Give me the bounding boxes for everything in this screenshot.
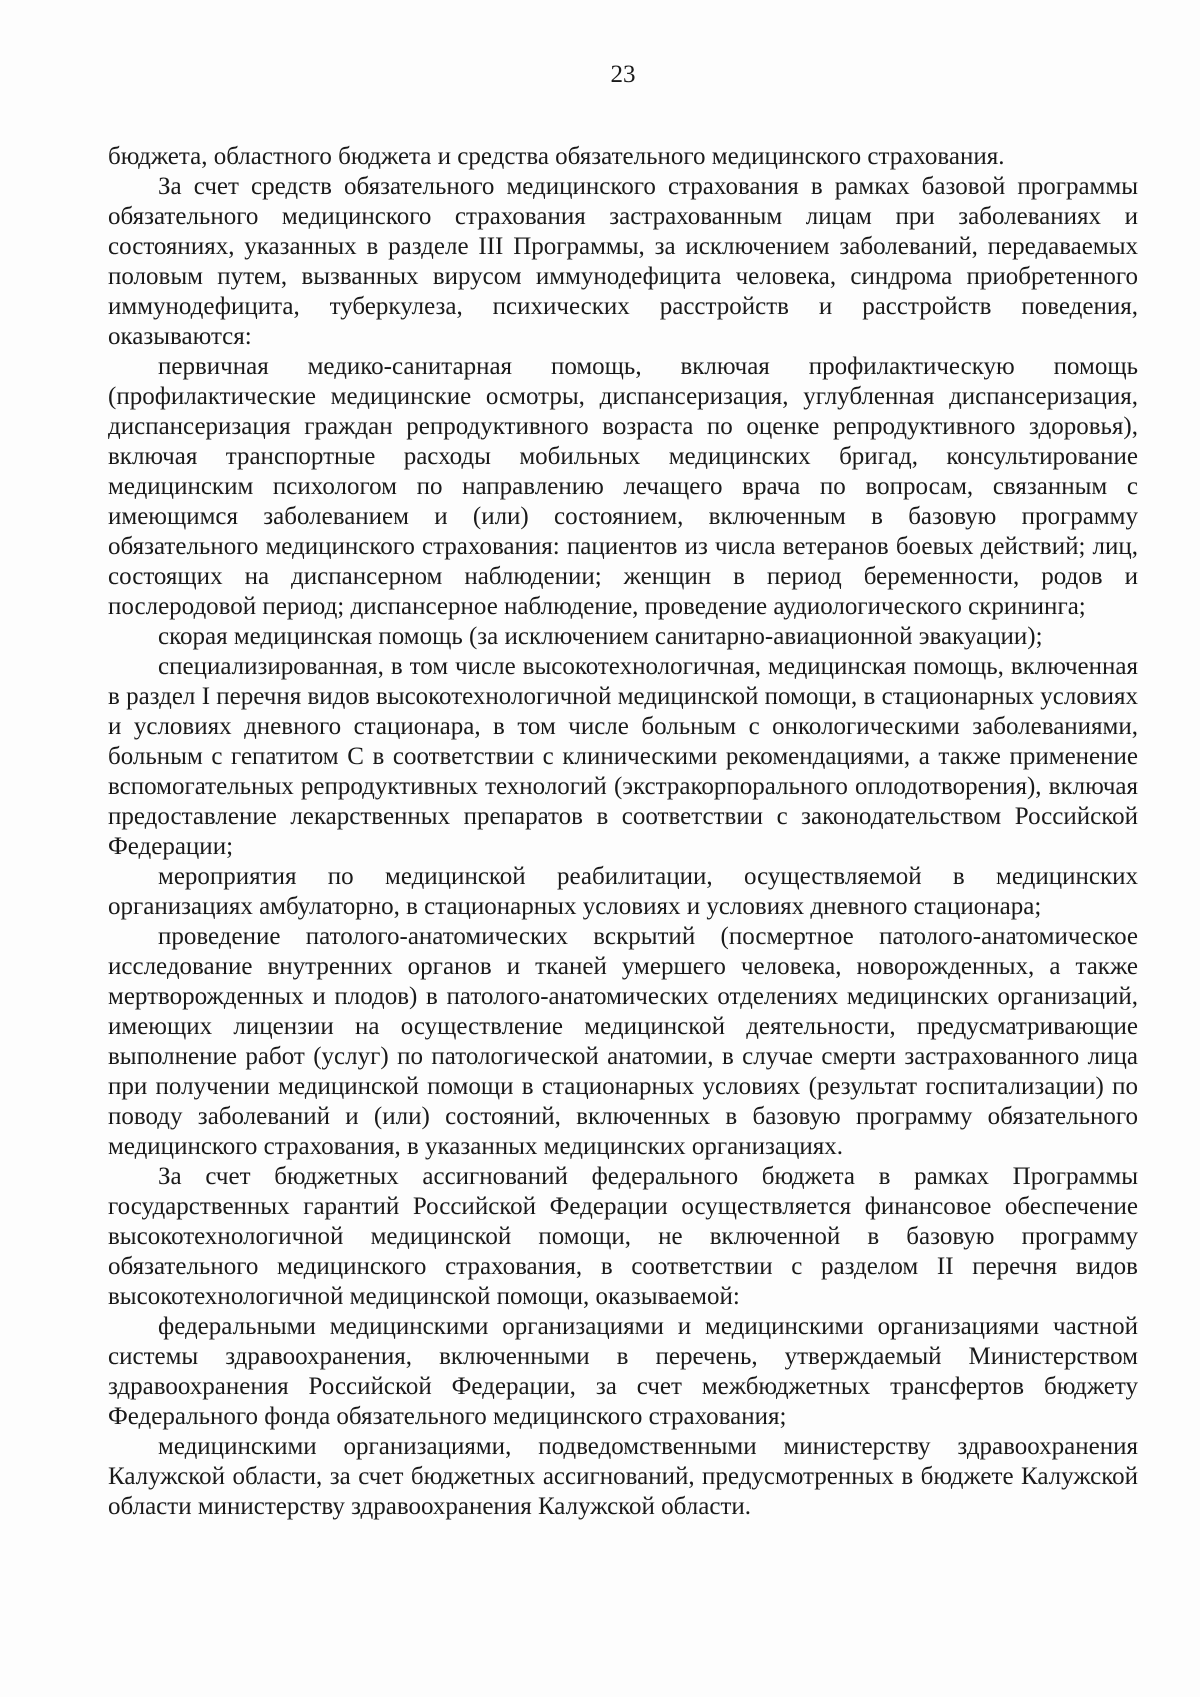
paragraph-rehabilitation: мероприятия по медицинской реабилитации, осуществляемой в медицинских организациях амбулаторно, в стационарных условиях и условиях дневного стационара; bbox=[108, 863, 1138, 920]
document-body bbox=[108, 142, 1138, 1522]
paragraph-autopsies: проведение патолого-анатомических вскрытий (посмертное патолого-анатомическое исследование внутренних органов и тканей умершего человека, новорожденных, а также мертворожденных и плодов) в патолого-анатомических отделениях медицинских организаций, имеющих лицензии на осуществление медицинской деятельности, предусматривающие выполнение работ (услуг) по патологической анатомии, в случае смерти застрахованного лица при получении медицинской помощи в стационарных условиях (результат госпитализации) по поводу заболеваний и (или) состояний, включенных в базовую программу обязательного медицинского страхования, в указанных медицинских организациях. bbox=[108, 923, 1138, 1160]
paragraph-emergency-care: скорая медицинская помощь (за исключением санитарно-авиационной эвакуации); bbox=[158, 623, 1043, 650]
paragraph-federal-organizations: федеральными медицинскими организациями и медицинскими организациями частной системы здравоохранения, включенными в перечень, утверждаемый Министерством здравоохранения Российской Федерации, за счет межбюджетных трансфертов бюджету Федерального фонда обязательного медицинского страхования; bbox=[108, 1313, 1138, 1430]
paragraph-regional-organizations: медицинскими организациями, подведомственными министерству здравоохранения Калужской области, за счет бюджетных ассигнований, предусмотренных в бюджете Калужской области министерству здравоохранения Калужской области. bbox=[108, 1433, 1138, 1520]
paragraph-federal-budget: За счет бюджетных ассигнований федерального бюджета в рамках Программы государственных гарантий Российской Федерации осуществляется финансовое обеспечение высокотехнологичной медицинской помощи, не включенной в базовую программу обязательного медицинского страхования, в соответствии с разделом II перечня видов высокотехнологичной медицинской помощи, оказываемой: bbox=[108, 1163, 1138, 1310]
paragraph-oms-intro: За счет средств обязательного медицинского страхования в рамках базовой программы обязательного медицинского страхования застрахованным лицам при заболеваниях и состояниях, указанных в разделе III Программы, за исключением заболеваний, передаваемых половым путем, вызванных вирусом иммунодефицита человека, синдрома приобретенного иммунодефицита, туберкулеза, психических расстройств и расстройств поведения, оказываются: bbox=[108, 173, 1138, 350]
page-number: 23 bbox=[610, 61, 636, 88]
paragraph-continuation: бюджета, областного бюджета и средства обязательного медицинского страхования. bbox=[108, 143, 1005, 170]
paragraph-specialized-care: специализированная, в том числе высокотехнологичная, медицинская помощь, включенная в раздел I перечня видов высокотехнологичной медицинской помощи, в стационарных условиях и условиях дневного стационара, в том числе больным с онкологическими заболеваниями, больным с гепатитом С в соответствии с клиническими рекомендациями, а также применение вспомогательных репродуктивных технологий (экстракорпорального оплодотворения), включая предоставление лекарственных препаратов в соответствии с законодательством Российской Федерации; bbox=[108, 653, 1138, 860]
paragraph-primary-care: первичная медико-санитарная помощь, включая профилактическую помощь (профилактические медицинские осмотры, диспансеризация, углубленная диспансеризация, диспансеризация граждан репродуктивного возраста по оценке репродуктивного здоровья), включая транспортные расходы мобильных медицинских бригад, консультирование медицинским психологом по направлению лечащего врача по вопросам, связанным с имеющимся заболеванием и (или) состоянием, включенным в базовую программу обязательного медицинского страхования: пациентов из числа ветеранов боевых действий; лиц, состоящих на диспансерном наблюдении; женщин в период беременности, родов и послеродовой период; диспансерное наблюдение, проведение аудиологического скрининга; bbox=[108, 353, 1138, 620]
